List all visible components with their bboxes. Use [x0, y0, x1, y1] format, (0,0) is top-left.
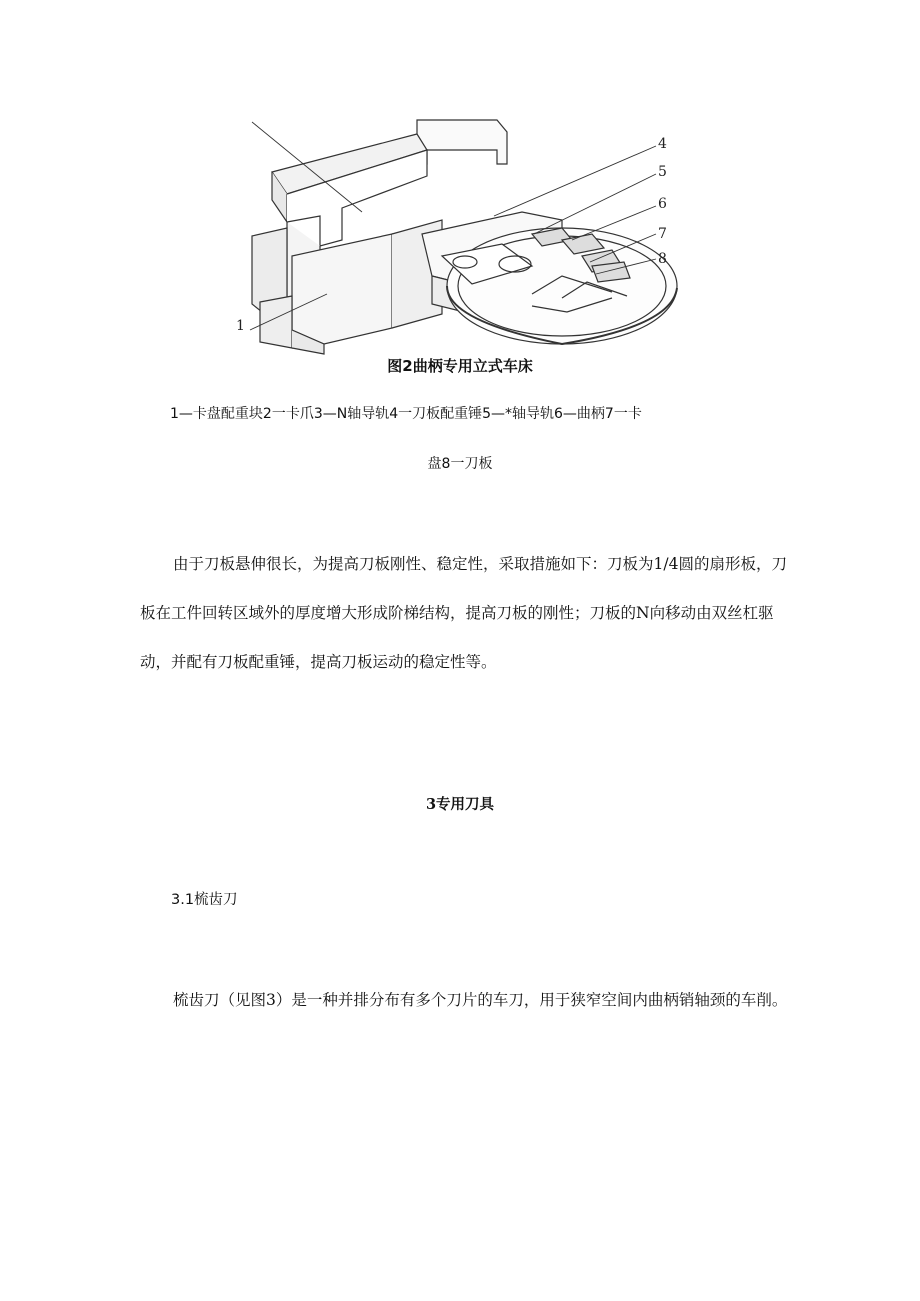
- body-paragraph-1: [140, 540, 790, 687]
- lathe-drawing: [232, 116, 678, 356]
- paragraph-text: 梳齿刀（见图3）是一种并排分布有多个刀片的车刀，用于狭窄空间内曲柄销轴颈的车削。: [173, 991, 788, 1009]
- figure-caption: 图2曲柄专用立式车床: [387, 357, 533, 375]
- lathe-figure: [232, 116, 678, 356]
- callout-6: 6: [658, 196, 667, 212]
- paragraph-text: 由于刀板悬伸很长，为提高刀板刚性、稳定性，采取措施如下：刀板为1/4圆的扇形板，刀板在工件回转区域外的厚度增大形成阶梯结构，提高刀板的刚性；刀板的N向移动由双丝杠驱动，并配有刀板配重锤，提高刀板运动的稳定性等。: [140, 555, 787, 671]
- callout-8: 8: [658, 251, 667, 267]
- callout-4: 4: [658, 136, 667, 152]
- figure-legend-line-2: 盘8一刀板: [427, 456, 493, 472]
- callout-7: 7: [658, 226, 667, 242]
- body-paragraph-2: [140, 986, 790, 1015]
- callout-1: 1: [236, 318, 245, 334]
- subsection-heading: 3.1梳齿刀: [171, 892, 238, 908]
- figure-legend-line-1: 1—卡盘配重块2一卡爪3—N轴导轨4一刀板配重锤5—*轴导轨6—曲柄7一卡: [170, 406, 642, 422]
- callout-5: 5: [658, 164, 667, 180]
- section-heading: 3专用刀具: [425, 796, 495, 813]
